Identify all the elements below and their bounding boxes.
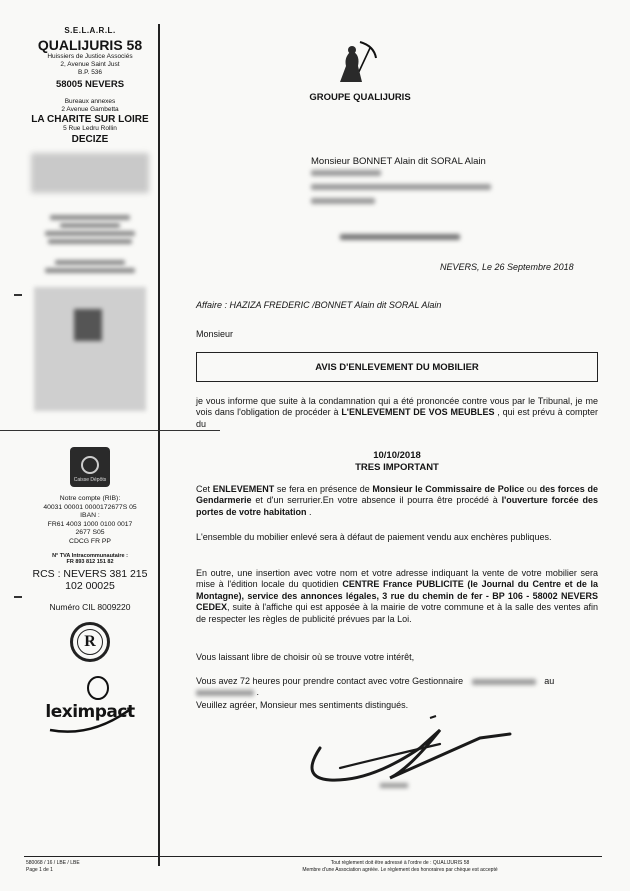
paragraph-vente: L'ensemble du mobilier enlevé sera à défaut de paiement vendu aux enchères publiques. bbox=[196, 532, 552, 542]
rcs-info bbox=[24, 568, 156, 592]
letter-date: NEVERS, Le 26 Septembre 2018 bbox=[440, 262, 574, 272]
fold-line bbox=[0, 430, 220, 431]
paragraph-condamnation bbox=[196, 396, 598, 430]
footer-ref: 580068 / 16 / LBE / LBE bbox=[26, 860, 80, 866]
signature-icon bbox=[280, 708, 520, 818]
bank-info bbox=[24, 495, 156, 547]
rcs-line-1: RCS : NEVERS 381 215 bbox=[32, 567, 148, 580]
recipient-name: Monsieur BONNET Alain dit SORAL Alain bbox=[311, 156, 486, 167]
selarl-label: S.E.L.A.R.L. bbox=[64, 26, 116, 35]
reaper-logo-icon bbox=[330, 38, 382, 88]
notice-title: AVIS D'ENLEVEMENT DU MOBILIER bbox=[315, 361, 479, 373]
firm-city: 58005 NEVERS bbox=[55, 79, 125, 90]
p1-text: je vous informe que suite à la condamnation qui a été prononcée contre vous par le Tribunal, je me vois dans l'obligation de procéder à bbox=[196, 396, 598, 418]
p2-a: Cet bbox=[196, 484, 213, 494]
affaire-line: Affaire : HAZIZA FREDERIC /BONNET Alain dit SORAL Alain bbox=[196, 300, 442, 310]
p6-b: au bbox=[544, 676, 555, 686]
group-name: GROUPE QUALIJURIS bbox=[309, 92, 411, 103]
notice-title-box bbox=[196, 352, 598, 382]
footer-note-1: Tout règlement doit être adressé à l'ordre de : QUALIJURIS 58 bbox=[330, 860, 470, 866]
annexe-city: LA CHARITE SUR LOIRE bbox=[31, 114, 149, 125]
caisse-label: Caisse Dépôts bbox=[73, 477, 107, 483]
iban-line-2: 2677 S05 bbox=[75, 529, 105, 537]
closing-formula: Veuillez agréer, Monsieur mes sentiments distingués. bbox=[196, 700, 409, 710]
redacted-dossier-box bbox=[31, 153, 149, 193]
salutation: Monsieur bbox=[196, 329, 234, 339]
redacted-signatory bbox=[380, 783, 408, 788]
decize-address: 5 Rue Ledru Rollin bbox=[63, 125, 117, 132]
redacted-recipient-address bbox=[311, 170, 491, 212]
tva-info bbox=[24, 553, 156, 566]
annexe-address: 2 Avenue Gambetta bbox=[61, 106, 119, 113]
decize-city: DECIZE bbox=[71, 134, 109, 145]
rib-value: 40031 00001 0000172677S 05 bbox=[43, 503, 137, 511]
bic-value: CDCG FR PP bbox=[69, 537, 111, 545]
redacted-gestionnaire bbox=[35, 215, 145, 273]
registered-seal-icon bbox=[70, 622, 110, 662]
firm-name: QUALIJURIS 58 bbox=[37, 37, 143, 53]
leximpact-logo bbox=[42, 672, 138, 736]
redacted-gestionnaire-name bbox=[472, 679, 536, 685]
caisse-circle-icon bbox=[81, 456, 99, 474]
p2-i: . bbox=[306, 506, 312, 517]
iban-label: IBAN : bbox=[80, 512, 100, 520]
p6-a: Vous avez 72 heures pour prendre contact avec votre Gestionnaire bbox=[196, 676, 464, 686]
paragraph-choix: Vous laissant libre de choisir où se trouve votre intérêt, bbox=[196, 652, 415, 662]
p2-d: Monsieur le Commissaire de Police bbox=[372, 484, 525, 494]
tva-value: FR 893 812 151 82 bbox=[66, 559, 114, 566]
p2-f: des forces de Gendarmerie bbox=[196, 484, 599, 506]
p4-c: , suite à l'affiche qui est apposée à la mairie de votre commune et à la salle des ventes afin de respecter les règles de publicité prévues par la Loi. bbox=[196, 602, 598, 624]
footer-divider bbox=[24, 856, 602, 857]
p4-b: CENTRE France PUBLICITE (le Journal du Centre et de la Montagne), service des annonces légales, 3 rue du chemin de fer - BP 106 - 58002 NEVERS CEDEX bbox=[196, 579, 599, 613]
iban-line-1: FR61 4003 1000 0100 0017 bbox=[47, 520, 133, 528]
compte-label: Notre compte (RIB): bbox=[59, 495, 121, 502]
important-label: TRES IMPORTANT bbox=[355, 462, 439, 473]
p2-c: se fera en présence de bbox=[274, 484, 373, 494]
page-number: Page 1 de 1 bbox=[26, 867, 53, 873]
firm-address: 2, Avenue Saint Just bbox=[60, 61, 120, 68]
letterhead-sidebar bbox=[24, 26, 156, 736]
p1-end: , qui est prévu à compter du bbox=[196, 407, 599, 429]
sidebar-divider bbox=[158, 24, 160, 866]
huissiers-label: Huissiers de Justice Associés bbox=[47, 53, 133, 60]
bureaux-label: Bureaux annexes bbox=[64, 98, 116, 105]
event-date-block bbox=[196, 450, 598, 474]
fold-mark-2 bbox=[14, 596, 22, 598]
redacted-qr-panel bbox=[34, 287, 146, 411]
p2-b: ENLEVEMENT bbox=[212, 484, 275, 494]
p2-h: l'ouverture forcée des portes de votre habitation bbox=[196, 495, 598, 517]
paragraph-enlevement bbox=[196, 484, 598, 518]
footer-reference bbox=[26, 860, 80, 874]
p1-bold: L'ENLEVEMENT DE VOS MEUBLES bbox=[341, 407, 495, 418]
p2-e: ou bbox=[524, 484, 540, 494]
leximpact-text: leximpact bbox=[45, 701, 135, 722]
caisse-depots-logo bbox=[70, 447, 110, 487]
firm-bp: B.P. 536 bbox=[77, 69, 103, 76]
p4-a: En outre, une insertion avec votre nom et votre adresse indiquant la vente de votre mobilier sera mise à l'édition locale du quotidien bbox=[196, 568, 598, 590]
redacted-reference bbox=[340, 234, 460, 240]
fold-mark bbox=[14, 294, 22, 296]
event-date: 10/10/2018 bbox=[373, 450, 421, 461]
paragraph-insertion bbox=[196, 568, 598, 625]
tva-label: N° TVA Intracommunautaire : bbox=[52, 552, 128, 559]
p2-g: et d'un serrurier.En votre absence il pourra être procédé à bbox=[251, 495, 502, 506]
footer-notes bbox=[260, 860, 540, 874]
redacted-phone bbox=[196, 690, 254, 696]
paragraph-contact: Vous avez 72 heures pour prendre contact avec votre Gestionnaire au . bbox=[196, 676, 555, 698]
rcs-line-2: 102 00025 bbox=[65, 579, 115, 592]
cil-number: Numéro CIL 8009220 bbox=[49, 601, 131, 612]
footer-note-2: Membre d'une Association agréée. Le règlement des honoraires par chèque est accepté bbox=[302, 867, 498, 873]
seal-letter: R bbox=[77, 629, 103, 655]
